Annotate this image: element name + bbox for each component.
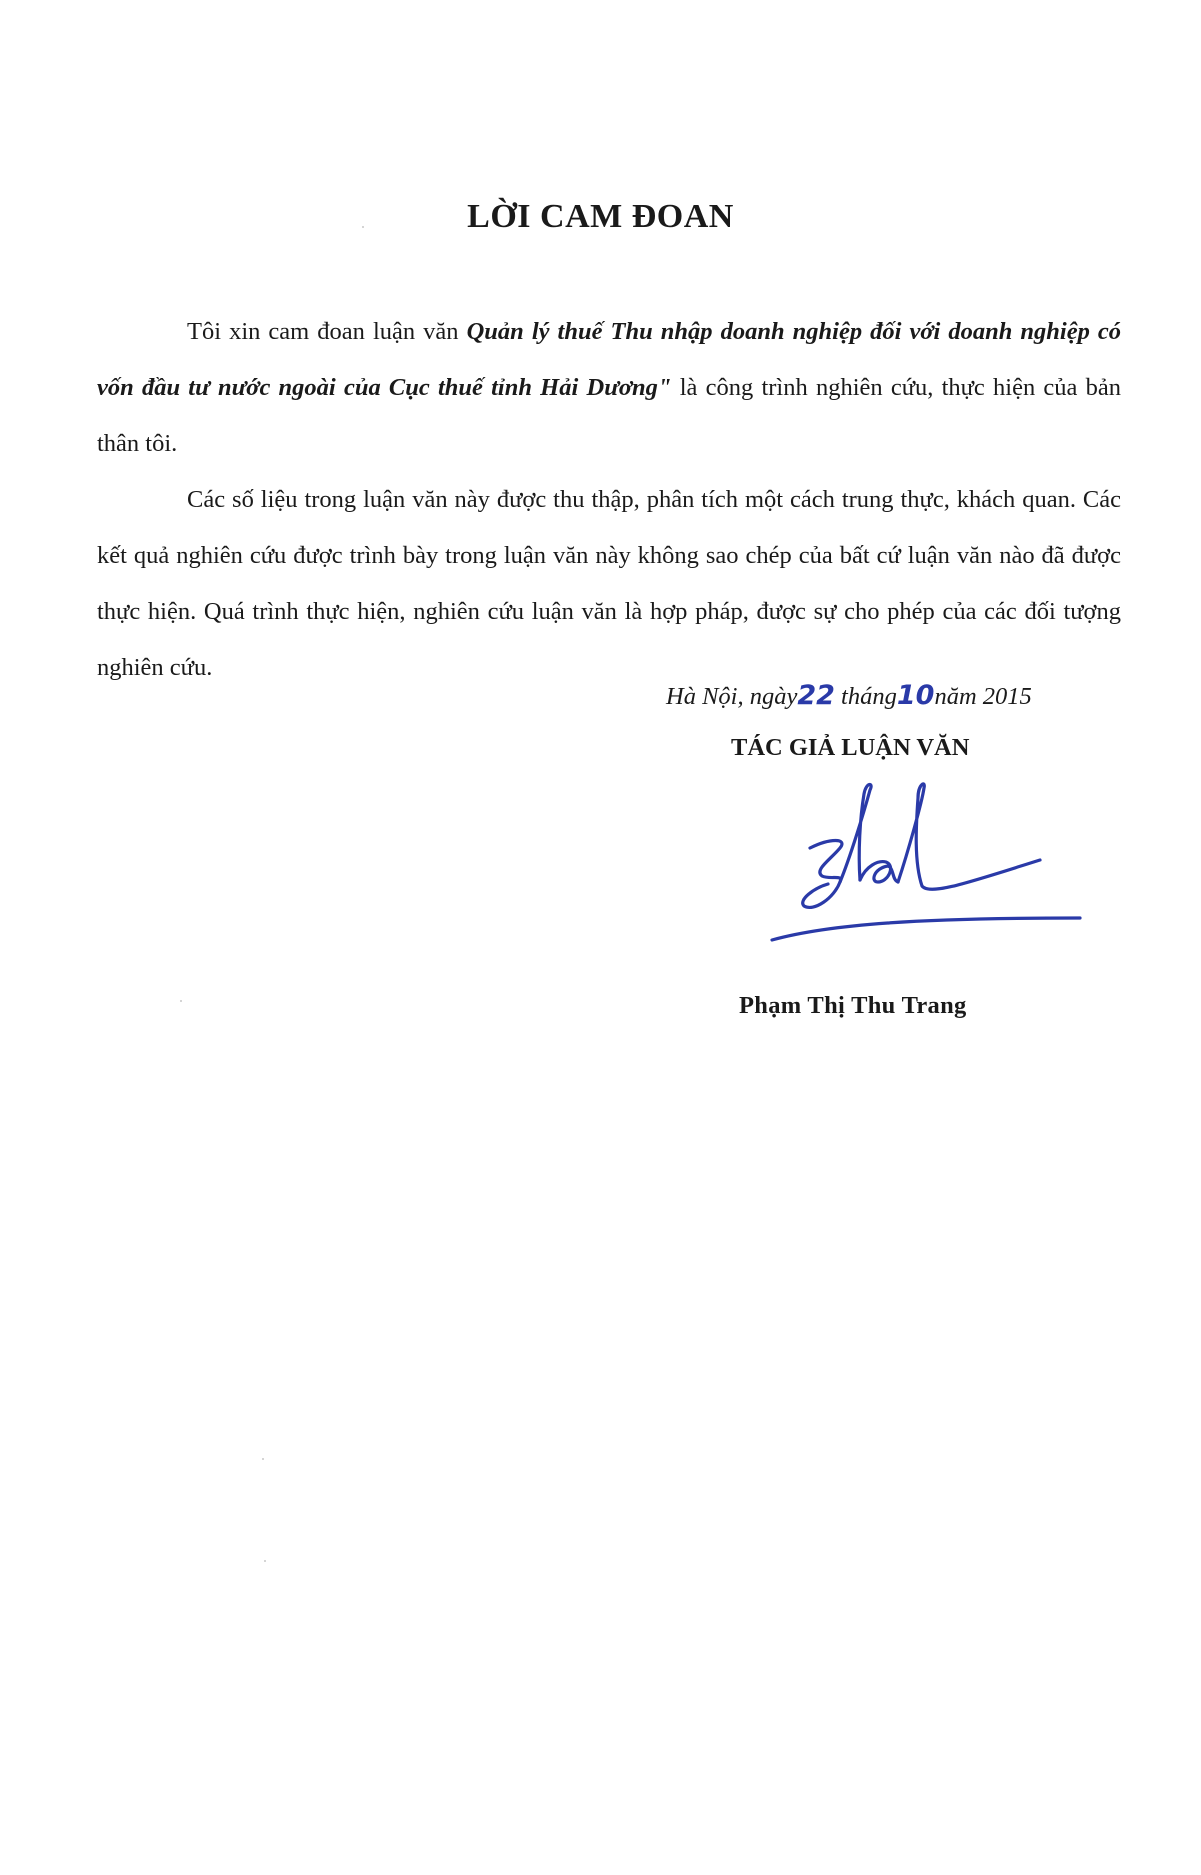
place-date-line bbox=[666, 680, 1032, 711]
scan-speck bbox=[180, 1000, 182, 1002]
paragraph-1-lead: Tôi xin cam đoan luận văn bbox=[187, 318, 467, 345]
author-label: TÁC GIẢ LUẬN VĂN bbox=[731, 734, 970, 761]
handwritten-month: 10 bbox=[896, 680, 935, 711]
handwritten-day: 22 bbox=[797, 680, 835, 711]
scan-speck bbox=[362, 226, 364, 228]
scan-speck bbox=[262, 1458, 264, 1460]
author-name: Phạm Thị Thu Trang bbox=[739, 992, 967, 1019]
thesis-title: Quản lý thuế Thu nhập doanh nghiệp đối với doanh nghiệp có vốn đầu tư nước ngoài của Cục thuế tỉnh Hải Dương" bbox=[97, 318, 1121, 401]
paragraph-1-tail: là công trình nghiên cứu, thực hiện của bản thân tôi. bbox=[97, 374, 1121, 457]
declaration-body bbox=[97, 304, 1121, 696]
page-title: LỜI CAM ĐOAN bbox=[467, 198, 734, 235]
place-date-prefix: Hà Nội, ngày bbox=[666, 683, 798, 710]
month-label: tháng bbox=[834, 683, 897, 710]
declaration-paragraph-2: Các số liệu trong luận văn này được thu thập, phân tích một cách trung thực, khách quan. Các kết quả nghiên cứu được trình bày trong luận văn này không sao chép của bất cứ luận văn nào đã được thực hiện. Quá trình thực hiện, nghiên cứu luận văn là hợp pháp, được sự cho phép của các đối tượng nghiên cứu. bbox=[97, 486, 1121, 681]
scan-speck bbox=[264, 1560, 266, 1562]
handwritten-signature bbox=[770, 782, 1090, 942]
declaration-paragraph-1 bbox=[97, 304, 1121, 472]
year-label: năm 2015 bbox=[934, 683, 1032, 710]
